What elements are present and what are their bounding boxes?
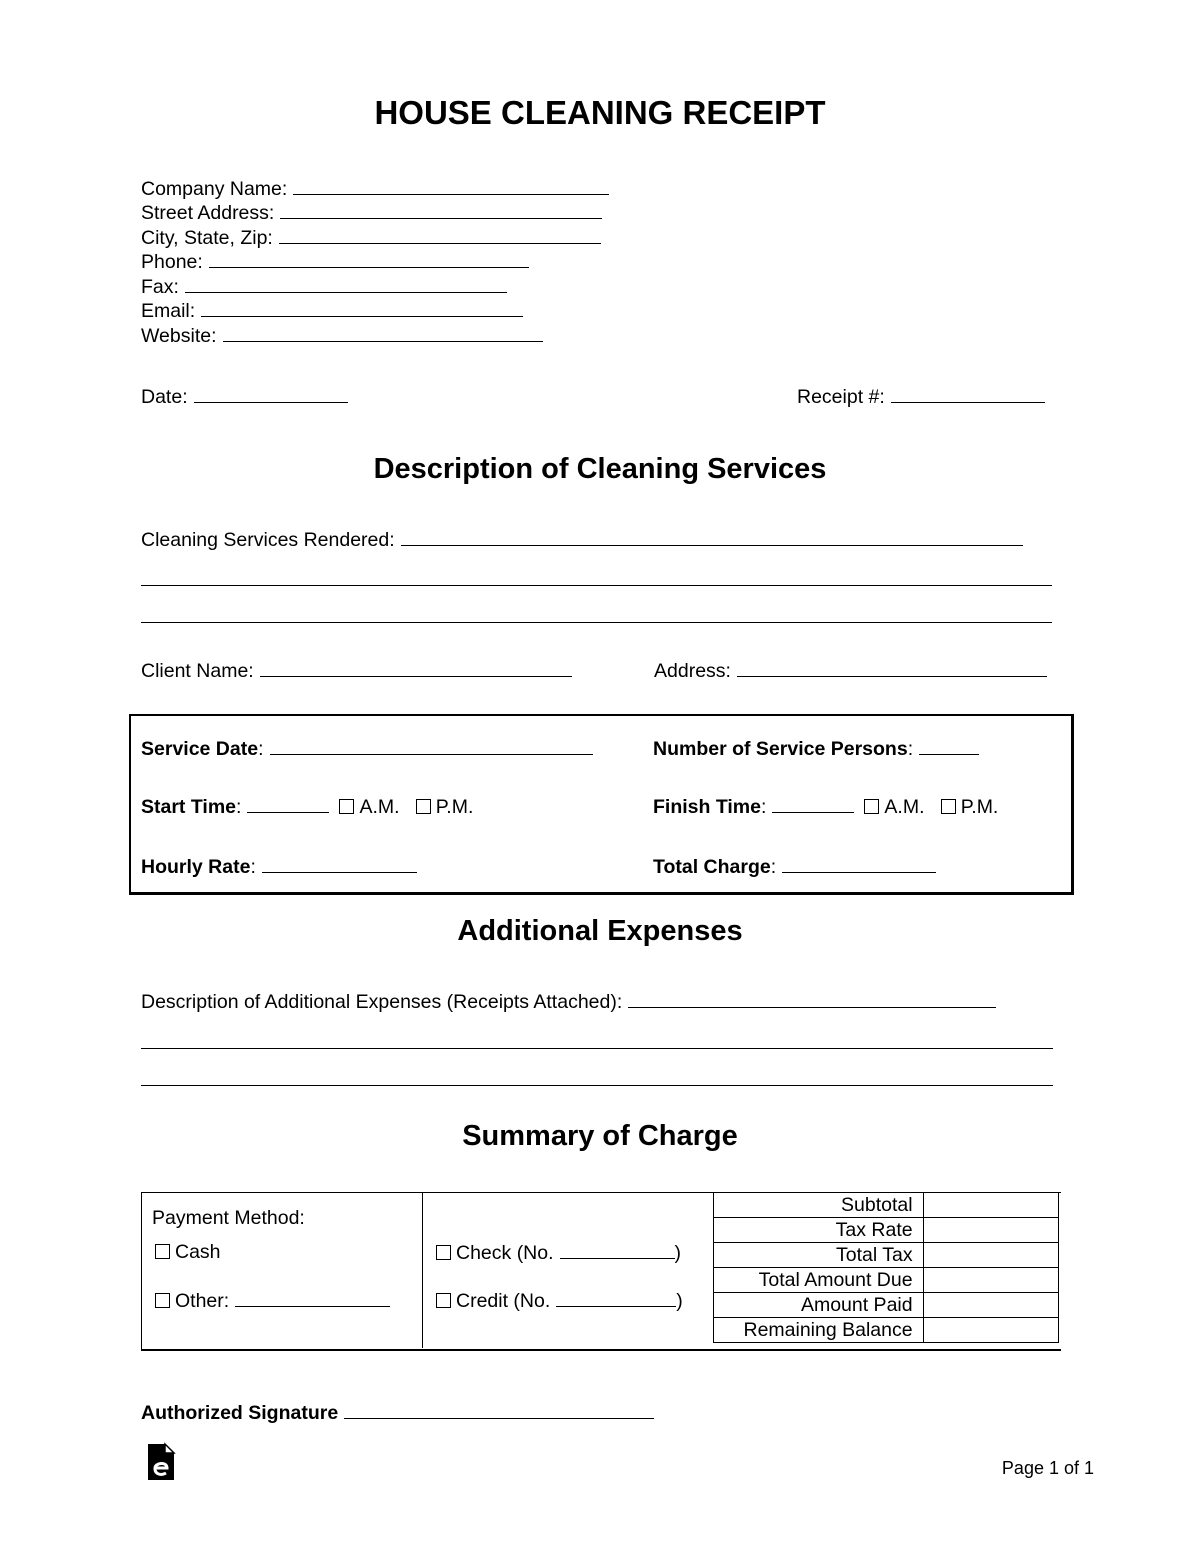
phone-field[interactable]: Phone: <box>141 249 529 274</box>
total-amount-due-value-cell[interactable] <box>923 1268 1058 1293</box>
summary-row-label: Subtotal <box>714 1193 924 1218</box>
finish-pm-checkbox[interactable] <box>941 799 956 814</box>
cash-option[interactable]: Cash <box>155 1240 221 1264</box>
client-address-field[interactable]: Address: <box>654 658 1047 683</box>
eforms-logo-icon <box>146 1442 176 1482</box>
city-state-zip-field[interactable]: City, State, Zip: <box>141 225 601 250</box>
services-rendered-line-2[interactable] <box>141 585 1052 586</box>
expenses-heading: Additional Expenses <box>457 915 743 947</box>
check-option[interactable]: Check (No. ) <box>436 1240 681 1265</box>
hourly-rate-field[interactable]: Hourly Rate: <box>141 854 417 879</box>
check-checkbox[interactable] <box>436 1245 451 1260</box>
expenses-description-field[interactable]: Description of Additional Expenses (Receipts Attached): <box>141 989 996 1014</box>
services-rendered-line-3[interactable] <box>141 622 1052 623</box>
document-title: HOUSE CLEANING RECEIPT <box>374 94 826 131</box>
services-rendered-field[interactable]: Cleaning Services Rendered: <box>141 527 1023 552</box>
subtotal-value-cell[interactable] <box>923 1193 1058 1218</box>
table-row <box>714 1293 1059 1318</box>
start-time-field[interactable]: Start Time: A.M. P.M. <box>141 796 474 818</box>
website-field[interactable]: Website: <box>141 323 543 348</box>
summary-divider-1 <box>422 1192 423 1348</box>
start-am-checkbox[interactable] <box>339 799 354 814</box>
summary-row-label: Total Tax <box>714 1243 924 1268</box>
date-field[interactable]: Date: <box>141 384 348 409</box>
service-date-field[interactable]: Service Date: <box>141 736 593 761</box>
fax-field[interactable]: Fax: <box>141 274 507 299</box>
client-name-field[interactable]: Client Name: <box>141 658 572 683</box>
finish-time-field[interactable]: Finish Time: A.M. P.M. <box>653 796 999 818</box>
expenses-line-2[interactable] <box>141 1048 1053 1049</box>
payment-method-label: Payment Method: <box>152 1207 305 1229</box>
email-field[interactable]: Email: <box>141 298 523 323</box>
summary-row-label: Total Amount Due <box>714 1268 924 1293</box>
table-row <box>714 1193 1059 1218</box>
total-tax-value-cell[interactable] <box>923 1243 1058 1268</box>
expenses-line-3[interactable] <box>141 1085 1053 1086</box>
table-row <box>714 1268 1059 1293</box>
page-number: Page 1 of 1 <box>1001 1458 1094 1478</box>
other-checkbox[interactable] <box>155 1293 170 1308</box>
company-name-field[interactable]: Company Name: <box>141 176 609 201</box>
summary-row-label: Tax Rate <box>714 1218 924 1243</box>
table-row <box>714 1318 1059 1343</box>
service-persons-field[interactable]: Number of Service Persons: <box>653 736 979 761</box>
summary-row-label: Amount Paid <box>714 1293 924 1318</box>
services-heading: Description of Cleaning Services <box>373 453 827 485</box>
credit-checkbox[interactable] <box>436 1293 451 1308</box>
credit-option[interactable]: Credit (No. ) <box>436 1288 683 1313</box>
other-option[interactable]: Other: <box>155 1288 390 1313</box>
summary-row-label: Remaining Balance <box>714 1318 924 1343</box>
start-pm-checkbox[interactable] <box>416 799 431 814</box>
total-charge-field[interactable]: Total Charge: <box>653 854 936 879</box>
authorized-signature-field[interactable]: Authorized Signature <box>141 1400 654 1425</box>
amount-paid-value-cell[interactable] <box>923 1293 1058 1318</box>
remaining-balance-value-cell[interactable] <box>923 1318 1058 1343</box>
tax-rate-value-cell[interactable] <box>923 1218 1058 1243</box>
cash-checkbox[interactable] <box>155 1244 170 1259</box>
table-row <box>714 1218 1059 1243</box>
summary-heading: Summary of Charge <box>462 1120 738 1152</box>
street-address-field[interactable]: Street Address: <box>141 200 602 225</box>
finish-am-checkbox[interactable] <box>864 799 879 814</box>
charge-summary-table <box>713 1192 1059 1343</box>
table-row <box>714 1243 1059 1268</box>
receipt-number-field[interactable]: Receipt #: <box>797 384 1045 409</box>
